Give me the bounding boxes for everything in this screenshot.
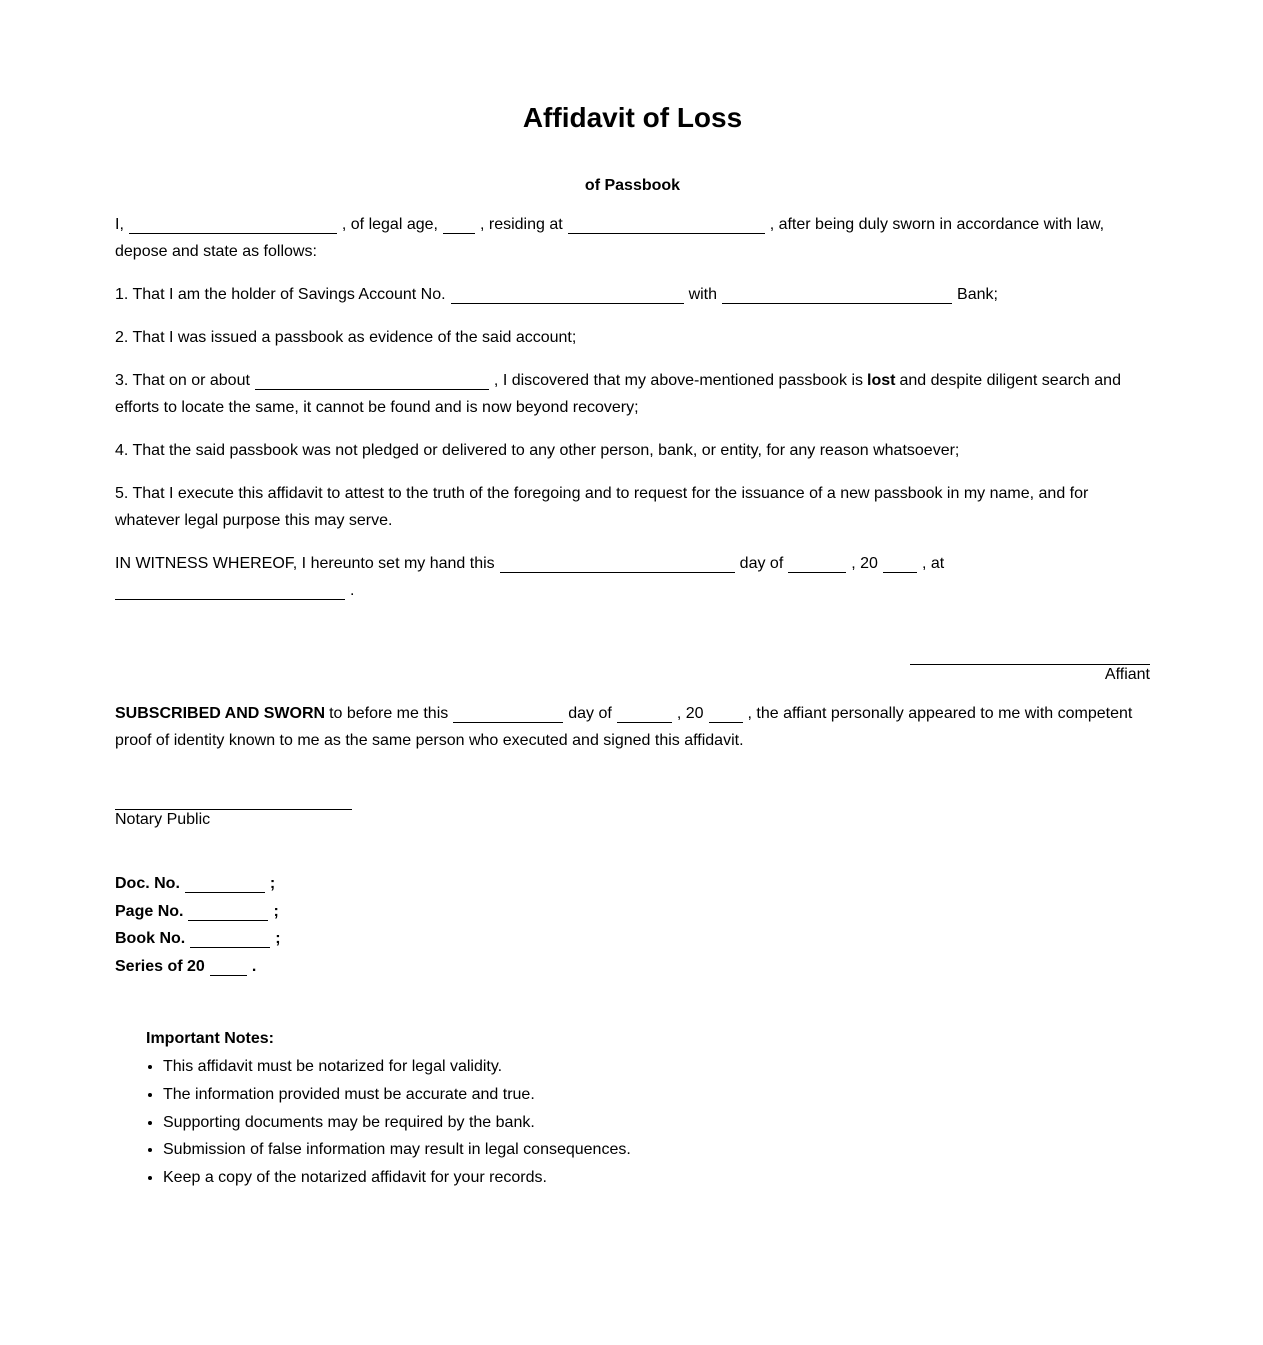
book-no-blank (190, 929, 270, 948)
notary-label: Notary Public (115, 811, 211, 828)
affiant-signature-line (910, 664, 1150, 665)
notes-list (146, 1053, 1150, 1192)
witness-text-3: , 20 (851, 555, 878, 572)
notes-heading: Important Notes: (146, 1030, 274, 1047)
witness-year-blank (883, 554, 917, 573)
account-number-blank (451, 285, 684, 304)
doc-no-label: Doc. No. (115, 875, 180, 892)
intro-paragraph (115, 211, 1150, 265)
series-row (115, 953, 1150, 981)
note-item: • Supporting documents may be required by the bank. (163, 1109, 1150, 1137)
sworn-clause (115, 700, 1150, 754)
clause-1-text-2: with (688, 286, 718, 303)
book-no-label: Book No. (115, 930, 186, 947)
sworn-day-blank (453, 704, 563, 723)
sworn-bold-text: SUBSCRIBED AND SWORN (115, 705, 326, 722)
bank-name-blank (722, 285, 952, 304)
page-no-label: Page No. (115, 902, 184, 920)
clause-1 (115, 281, 1150, 308)
affiant-label: Affiant (1104, 666, 1150, 683)
witness-text-5: . (350, 582, 355, 599)
witness-text-2: day of (739, 555, 784, 572)
clause-2: 2. That I was issued a passbook as evidence of the said account; (115, 329, 577, 346)
page-no-row (115, 898, 1150, 926)
note-item: • The information provided must be accurate and true. (163, 1081, 1150, 1109)
note-item: • Submission of false information may result in legal consequences. (163, 1136, 1150, 1164)
notarial-registry-block (115, 870, 1150, 980)
page-title: Affidavit of Loss (522, 102, 743, 133)
witness-text-4: , at (921, 555, 945, 572)
clause-5: 5. That I execute this affidavit to attest to the truth of the foregoing and to request for the issuance of a new passbook in my name, and for whatever legal purpose this may serve. (115, 485, 1089, 529)
address-blank (568, 215, 765, 234)
book-no-row (115, 925, 1150, 953)
sworn-year-blank (709, 704, 743, 723)
page-subtitle: of Passbook (584, 177, 681, 194)
witness-place-blank (115, 581, 345, 600)
doc-no-punct: ; (269, 875, 276, 892)
intro-text-1: I, (115, 216, 124, 233)
intro-text-2: , of legal age, (341, 216, 438, 233)
intro-text-3: , residing at (479, 216, 563, 233)
series-punct: . (251, 957, 257, 975)
doc-no-row (115, 870, 1150, 898)
series-label: Series of 20 (115, 957, 205, 975)
clause-3-text-2: , I discovered that my above-mentioned passbook is (493, 372, 864, 389)
sworn-month-blank (617, 704, 672, 723)
clause-1-text-1: 1. That I am the holder of Savings Account No. (115, 286, 446, 303)
witness-text-1: IN WITNESS WHEREOF, I hereunto set my hand this (115, 555, 495, 572)
sworn-text-3: , 20 (676, 705, 704, 722)
witness-month-blank (788, 554, 846, 573)
clause-1-text-3: Bank; (957, 286, 998, 303)
series-year-blank (210, 957, 247, 976)
witness-day-blank (500, 554, 735, 573)
sworn-text-2: day of (568, 705, 612, 722)
clause-3-bold-lost: lost (867, 372, 896, 389)
clause-3-text-1: 3. That on or about (115, 372, 250, 389)
note-item: • Keep a copy of the notarized affidavit for your records. (163, 1164, 1150, 1192)
affiant-signature-block (115, 664, 1150, 684)
page-no-punct: ; (273, 902, 279, 920)
witness-clause (115, 550, 1150, 604)
age-blank (443, 215, 475, 234)
loss-date-blank (255, 371, 489, 390)
doc-no-blank (185, 874, 265, 893)
sworn-text-1: to before me this (329, 705, 449, 722)
page-no-blank (188, 902, 268, 921)
name-blank (129, 215, 337, 234)
important-notes-section (146, 1025, 1150, 1192)
intro-text-4: , after being duly sworn in accordance with law, depose and state as follows: (115, 216, 1105, 260)
clause-3 (115, 367, 1150, 421)
notary-signature-line (115, 809, 352, 810)
sworn-text-4: , the affiant personally appeared to me with competent proof of identity known to me as the same person who executed and signed this affidavit. (115, 705, 1133, 749)
clause-3-text-3: and despite diligent search and efforts to locate the same, it cannot be found and is now beyond recovery; (115, 372, 1121, 416)
notary-signature-block (115, 809, 1150, 829)
note-item: • This affidavit must be notarized for legal validity. (163, 1053, 1150, 1081)
clause-4: 4. That the said passbook was not pledged or delivered to any other person, bank, or entity, for any reason whatsoever; (115, 442, 960, 459)
book-no-punct: ; (275, 930, 281, 947)
